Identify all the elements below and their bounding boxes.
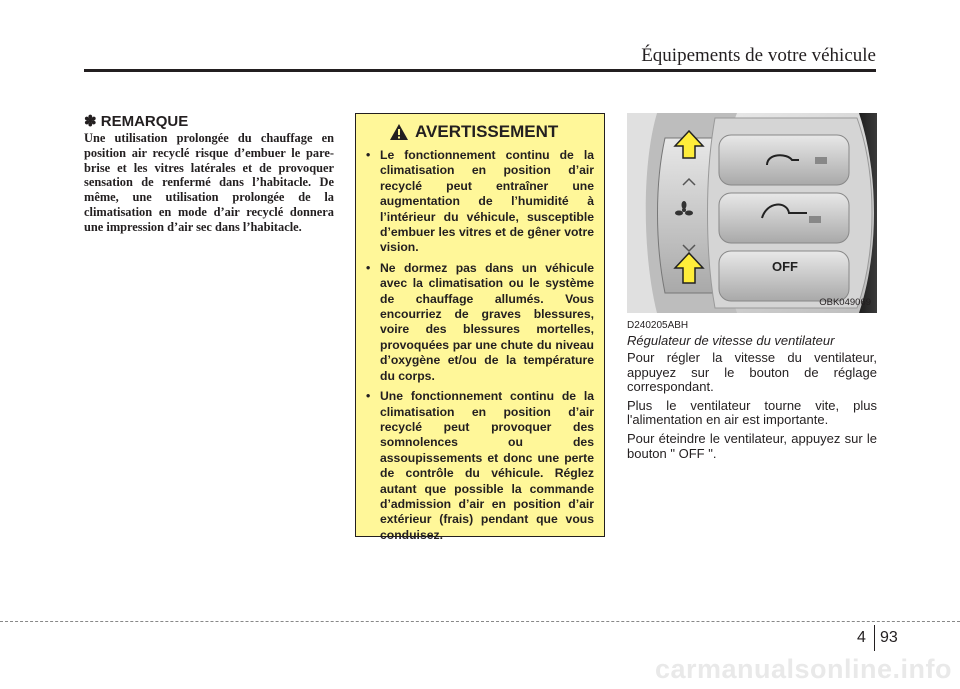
- fan-control-photo: [627, 113, 877, 313]
- off-button-label: OFF: [772, 259, 798, 274]
- bullet-icon: •: [366, 148, 371, 162]
- remark-body: Une utilisation prolongée du chauffage en position air recyclé risque d’embuer le pare-brise et les vitres latérales et de provoquer sensation de renfermé dans l’habitacle. De même, une utilisation prolongée de la climatisation en mode d’air recyclé donnera une impression d’air sec dans l’habitacle.: [84, 131, 334, 234]
- section-code: D240205ABH: [627, 320, 689, 331]
- header-rule: [84, 69, 876, 72]
- warning-item-text: Ne dormez pas dans un véhicule avec la climatisation ou le système de chauffage allumés. Vous encourriez de graves blessures, voire des blessures mortelles, provoquées par une chute du niveau d’oxygène et/ou de la température du corps.: [380, 260, 594, 383]
- section-body: [627, 351, 877, 465]
- section-title: Régulateur de vitesse du ventilateur: [627, 333, 835, 348]
- section-paragraph: Pour régler la vitesse du ventilateur, appuyez sur le bouton de réglage correspondant.: [627, 350, 877, 395]
- climate-panel-illustration: [627, 113, 877, 313]
- warning-title: AVERTISSEMENT: [415, 122, 559, 141]
- warning-item: [366, 389, 594, 543]
- bullet-icon: •: [366, 260, 371, 275]
- section-paragraph: Pour éteindre le ventilateur, appuyez sur le bouton " OFF ".: [627, 430, 877, 461]
- page-number: 93: [880, 629, 898, 646]
- page-header-title: Équipements de votre véhicule: [641, 45, 876, 66]
- warning-header: [356, 114, 604, 142]
- warning-triangle-icon: [389, 123, 409, 141]
- footer-rule: [0, 621, 960, 622]
- warning-list: [356, 148, 604, 543]
- warning-item-text: Le fonctionnement continu de la climatisation en position d’air recyclé peut entraîner une augmentation de l’humidité à l’intérieur du véhicule, susceptible d’embuer les vitres et de gêner votre vision.: [380, 148, 594, 255]
- page-number-separator: [874, 625, 875, 651]
- warning-item: [366, 261, 594, 384]
- warning-box: [355, 113, 605, 542]
- figure-code: OBK049069: [819, 297, 871, 308]
- bullet-icon: •: [366, 389, 371, 404]
- remark-title: ✽ REMARQUE: [84, 113, 189, 130]
- section-paragraph: Plus le ventilateur tourne vite, plus l'alimentation en air est importante.: [627, 397, 877, 428]
- warning-item-text: Une fonctionnement continu de la climatisation en position d’air recyclé peut provoquer des somnolences ou des assoupissements et donc une perte de contrôle du véhicule. Réglez autant que possible la commande d’admission d’air en position d’air extérieur (frais) pendant que vous conduisez.: [380, 389, 594, 542]
- warning-item: [366, 148, 594, 256]
- watermark: carmanualsonline.info: [654, 654, 952, 684]
- chapter-number: 4: [857, 629, 866, 646]
- remark-box: [84, 112, 334, 235]
